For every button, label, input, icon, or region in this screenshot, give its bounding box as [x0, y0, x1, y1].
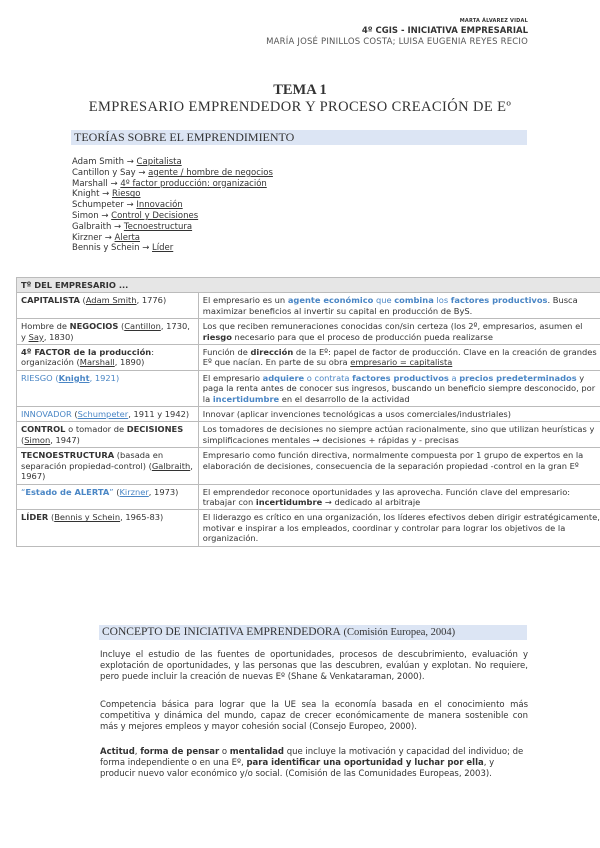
theory-author: Simon: [72, 210, 99, 221]
theory-item: [72, 168, 273, 179]
theory-concept: agente / hombre de negocios: [148, 167, 273, 178]
table-row: [17, 422, 600, 448]
table-header: Tº DEL EMPRESARIO ...: [17, 278, 600, 293]
arrow-icon: →: [114, 221, 122, 232]
paragraph: Competencia básica para lograr que la UE sea la economía basada en el conocimiento más competitiva y dinámica del mundo, capaz de crecer económicamente de manera sostenible con más y mejores empleos y mayor cohesión social (Consejo Europeo, 2000).: [100, 700, 528, 732]
table-cell-term: “Estado de ALERTA” (Kirzner, 1973): [17, 484, 199, 510]
theory-item: [72, 179, 273, 190]
theory-item: [72, 222, 273, 233]
theory-author: Knight: [72, 189, 100, 200]
theory-author: Adam Smith: [72, 157, 125, 167]
section-heading-source: (Comisión Europea, 2004): [340, 627, 456, 638]
theory-author: Schumpeter: [72, 200, 124, 211]
table-cell-description: El liderazgo es crítico en una organización, los líderes efectivos deben dirigir estratégicamente, motivar e inspirar a los empleados, coordinar y controlar para lograr los objetivos de la organización.: [198, 510, 600, 546]
section-heading-concept: [99, 625, 527, 640]
theory-concept: Tecnoestructura: [123, 221, 193, 232]
page-subtitle: EMPRESARIO EMPRENDEDOR Y PROCESO CREACIÓN DE Eº: [88, 99, 512, 115]
table-cell-term: Hombre de NEGOCIOS (Cantillon, 1730, y Say, 1830): [17, 319, 199, 345]
table-row: [17, 407, 600, 422]
table-cell-term: LÍDER (Bennis y Schein, 1965-83): [17, 510, 199, 546]
teacher-names: MARÍA JOSÉ PINILLOS COSTA; LUISA EUGENIA REYES RECIO: [266, 37, 528, 47]
theory-item: [72, 189, 273, 200]
theory-concept: Riesgo: [111, 189, 141, 200]
section-heading-text: CONCEPTO DE INICIATIVA EMPRENDEDORA: [102, 626, 341, 638]
table-cell-description: Los que reciben remuneraciones conocidas con/sin certeza (los 2º, empresarios, asumen el riesgo necesario para que el proceso de producción pueda realizarse: [198, 319, 600, 345]
table-row: [17, 448, 600, 484]
theory-concept: Alerta: [114, 232, 140, 243]
table-cell-term: TECNOESTRUCTURA (basada en separación propiedad-control) (Galbraith, 1967): [17, 448, 199, 484]
table-cell-description: El emprendedor reconoce oportunidades y las aprovecha. Función clave del empresario: trabajar con incertidumbre → dedicado al arbitraje: [198, 484, 600, 510]
table-row: [17, 319, 600, 345]
paragraph: Actitud, forma de pensar o mentalidad que incluye la motivación y capacidad del individuo; de forma independiente o en una Eº, para identificar una oportunidad y luchar por ella, y producir nuevo valor económico y/o social. (Comisión de las Comunidades Europeas, 2003).: [100, 747, 524, 779]
table-cell-term: RIESGO (Knight, 1921): [17, 370, 199, 406]
table-cell-description: Empresario como función directiva, normalmente compuesta por 1 grupo de expertos en la elaboración de decisiones, consecuencia de la separación propiedad -control en la gran Eº: [198, 448, 600, 484]
paragraph: Incluye el estudio de las fuentes de oportunidades, procesos de descubrimiento, evaluación y explotación de oportunidades, y las personas que las descubren, evalúan y explotan. No requiere, pero puede incluir la creación de nuevas Eº (Shane & Venkataraman, 2000).: [100, 650, 528, 682]
arrow-icon: →: [126, 157, 134, 167]
table-cell-term: 4º FACTOR de la producción: organización (Marshall, 1890): [17, 345, 199, 371]
course-title: 4º CGIS - INICIATIVA EMPRESARIAL: [361, 26, 528, 36]
theory-item: [72, 211, 273, 222]
theory-concept: Innovación: [136, 200, 183, 211]
theory-item: [72, 243, 273, 254]
table-cell-term: CAPITALISTA (Adam Smith, 1776): [17, 293, 199, 319]
table-cell-description: El empresario adquiere o contrata factores productivos a precios predeterminados y paga la renta antes de conocer sus ingresos, buscando un beneficio siempre desconocido, por la incertidumbre en el desarrollo de la actividad: [198, 370, 600, 406]
arrow-icon: →: [110, 178, 118, 189]
theory-item: [72, 157, 273, 168]
table-row: [17, 510, 600, 546]
arrow-icon: →: [102, 189, 110, 200]
table-row: [17, 484, 600, 510]
table-row: [17, 293, 600, 319]
table-cell-description: El empresario es un agente económico que combina los factores productivos. Busca maximizar beneficios al invertir su capital en producción de ByS.: [198, 293, 600, 319]
theories-list: [72, 157, 273, 254]
theory-author: Galbraith: [72, 221, 112, 232]
theory-concept: 4º factor producción: organización: [120, 178, 267, 189]
theory-author: Bennis y Schein: [72, 243, 140, 254]
arrow-icon: →: [101, 210, 109, 221]
page-title: TEMA 1: [273, 82, 327, 98]
theory-item: [72, 233, 273, 244]
table-row: [17, 370, 600, 406]
table-cell-description: Innovar (aplicar invenciones tecnológicas a usos comerciales/industriales): [198, 407, 600, 422]
theory-concept: Capitalista: [136, 157, 182, 167]
arrow-icon: →: [126, 200, 134, 211]
table-cell-term: INNOVADOR (Schumpeter, 1911 y 1942): [17, 407, 199, 422]
theory-author: Cantillon y Say: [72, 167, 136, 178]
entrepreneur-theories-table: [16, 277, 600, 547]
arrow-icon: →: [138, 167, 146, 178]
section-heading-theories: TEORÍAS SOBRE EL EMPRENDIMIENTO: [71, 130, 527, 145]
table-row: [17, 345, 600, 371]
theory-concept: Control y Decisiones: [111, 210, 199, 221]
theory-item: [72, 200, 273, 211]
theory-author: Marshall: [72, 178, 108, 189]
arrow-icon: →: [104, 232, 112, 243]
arrow-icon: →: [142, 243, 150, 254]
theory-concept: Líder: [152, 243, 174, 254]
table-header-row: [17, 278, 600, 293]
table-cell-description: Función de dirección de la Eº: papel de factor de producción. Clave en la creación de grandes Eº que nacían. En parte de su obra empresario = capitalista: [198, 345, 600, 371]
table-cell-term: CONTROL o tomador de DECISIONES (Simon, 1947): [17, 422, 199, 448]
author-name: MARTA ÁLVAREZ VIDAL: [459, 18, 528, 24]
theory-author: Kirzner: [72, 232, 103, 243]
table-cell-description: Los tomadores de decisiones no siempre actúan racionalmente, sino que utilizan heurísticas y simplificaciones mentales → decisiones + rápidas y - precisas: [198, 422, 600, 448]
